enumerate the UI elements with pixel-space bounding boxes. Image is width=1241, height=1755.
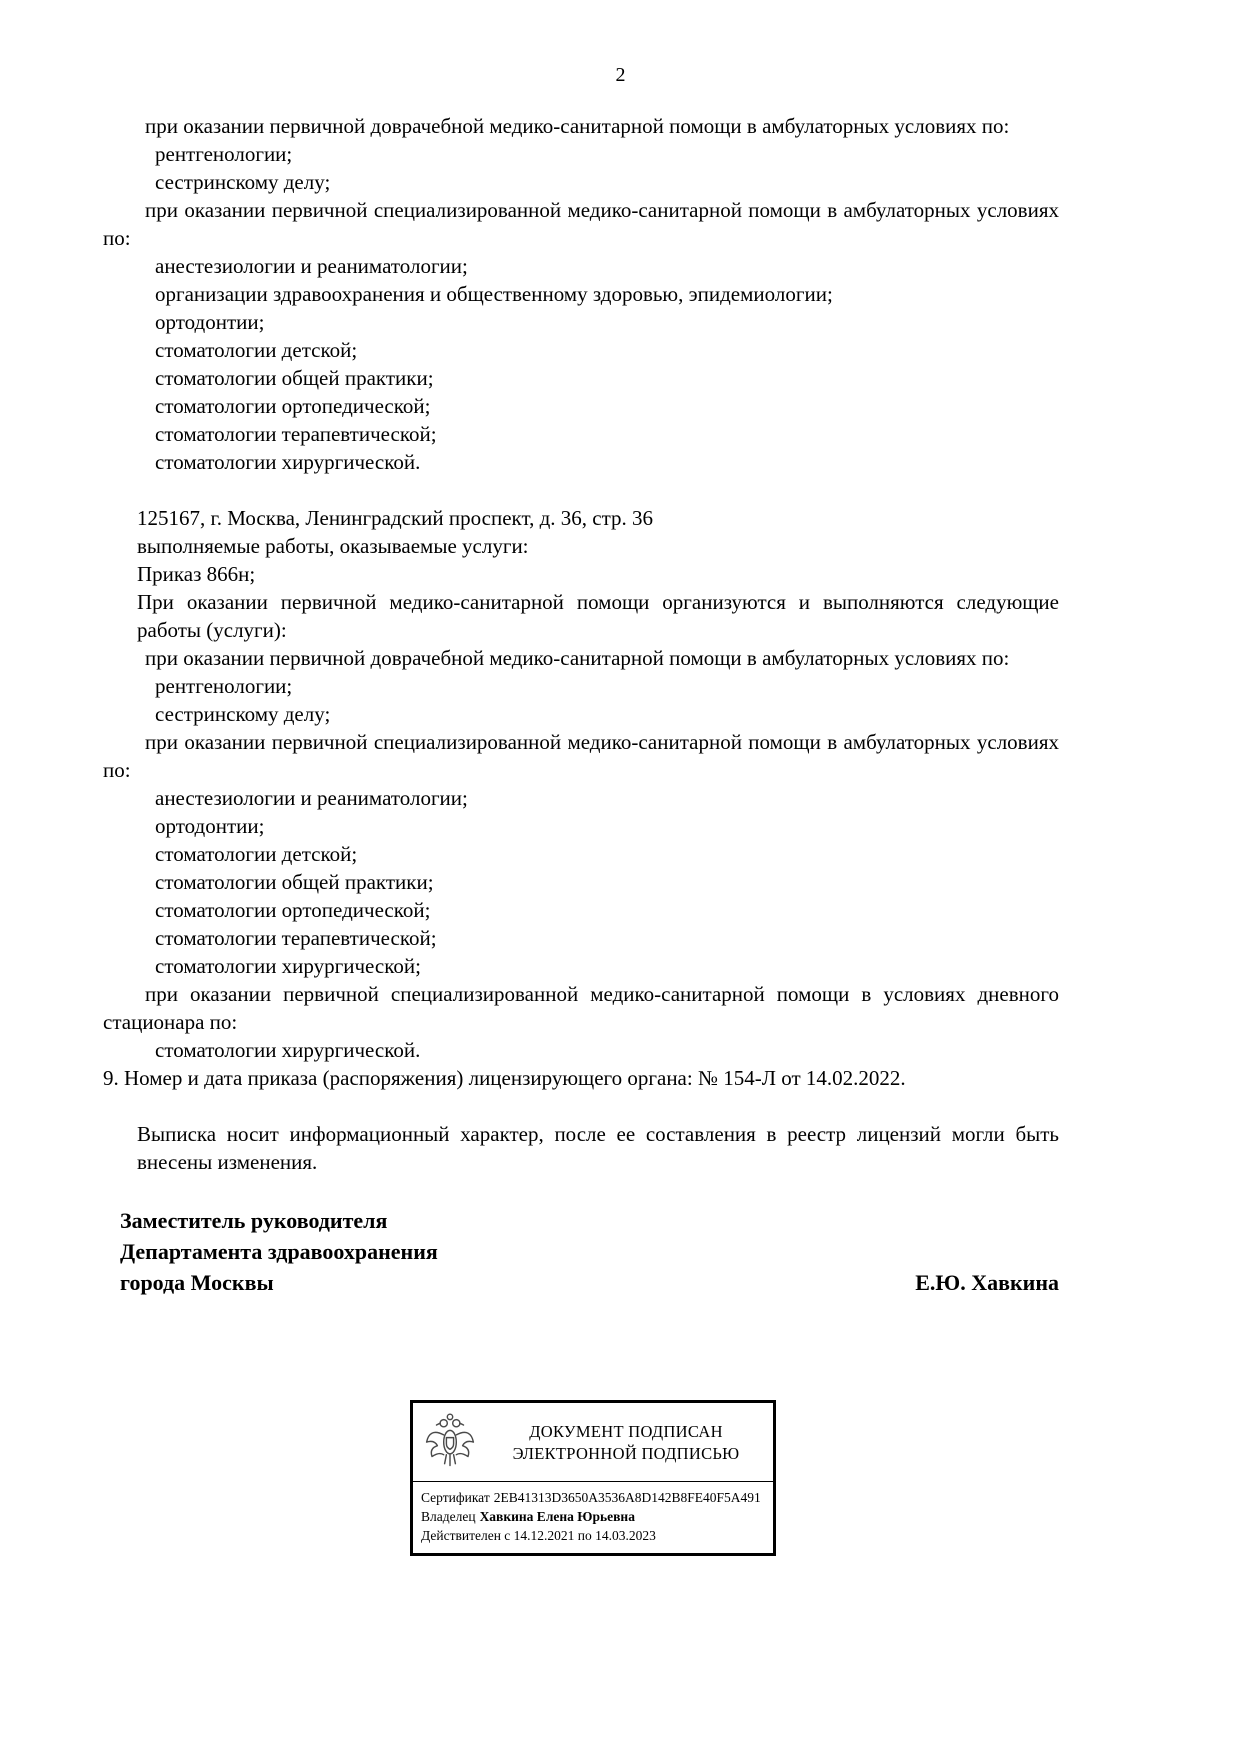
doc-line: при оказании первичной специализированной медико-санитарной помощи в условиях дневного стационара по: bbox=[103, 982, 1059, 1034]
doc-line: сестринскому делу; bbox=[155, 702, 331, 726]
stamp-details bbox=[413, 1481, 773, 1553]
signatory-title-line: Заместитель руководителя bbox=[120, 1208, 388, 1233]
doc-line: сестринскому делу; bbox=[155, 170, 331, 194]
doc-line: стоматологии детской; bbox=[155, 842, 358, 866]
signatory-title-line: города Москвы bbox=[120, 1270, 274, 1295]
doc-line: при оказании первичной доврачебной медико-санитарной помощи в амбулаторных условиях по: bbox=[145, 114, 1010, 138]
doc-line: рентгенологии; bbox=[155, 142, 293, 166]
doc-line: стоматологии терапевтической; bbox=[155, 422, 437, 446]
doc-line: Выписка носит информационный характер, после ее составления в реестр лицензий могли быть внесены изменения. bbox=[137, 1122, 1059, 1174]
stamp-title-line2: ЭЛЕКТРОННОЙ ПОДПИСЬЮ bbox=[512, 1444, 740, 1463]
blank-line bbox=[103, 1092, 1059, 1120]
doc-line: стоматологии общей практики; bbox=[155, 870, 434, 894]
doc-line: стоматологии общей практики; bbox=[155, 366, 434, 390]
doc-line: ортодонтии; bbox=[155, 310, 265, 334]
doc-line: рентгенологии; bbox=[155, 674, 293, 698]
page-number: 2 bbox=[615, 64, 626, 86]
owner-row bbox=[421, 1507, 765, 1526]
stamp-header bbox=[413, 1403, 773, 1481]
doc-line: анестезиологии и реаниматологии; bbox=[155, 786, 468, 810]
electronic-signature-stamp bbox=[410, 1400, 776, 1556]
document-body bbox=[103, 112, 1059, 1176]
stamp-title bbox=[489, 1421, 763, 1465]
validity-text: Действителен с 14.12.2021 по 14.03.2023 bbox=[421, 1528, 656, 1543]
doc-line: стоматологии хирургической; bbox=[155, 954, 421, 978]
signatory-name: Е.Ю. Хавкина bbox=[915, 1270, 1059, 1295]
doc-line: ортодонтии; bbox=[155, 814, 265, 838]
doc-line: при оказании первичной специализированной медико-санитарной помощи в амбулаторных условиях по: bbox=[103, 198, 1059, 250]
stamp-title-line1: ДОКУМЕНТ ПОДПИСАН bbox=[529, 1422, 723, 1441]
doc-line: анестезиологии и реаниматологии; bbox=[155, 254, 468, 278]
doc-line: выполняемые работы, оказываемые услуги: bbox=[137, 534, 529, 558]
signature-block bbox=[120, 1205, 1059, 1298]
doc-line: стоматологии детской; bbox=[155, 338, 358, 362]
blank-line bbox=[103, 476, 1059, 504]
doc-line: стоматологии хирургической. bbox=[155, 450, 421, 474]
doc-line: При оказании первичной медико-санитарной помощи организуются и выполняются следующие работы (услуги): bbox=[137, 590, 1059, 642]
doc-line: организации здравоохранения и общественному здоровью, эпидемиологии; bbox=[155, 282, 833, 306]
doc-line: 9. Номер и дата приказа (распоряжения) лицензирующего органа: № 154-Л от 14.02.2022. bbox=[103, 1066, 906, 1090]
owner-label: Владелец bbox=[421, 1509, 476, 1524]
certificate-value: 2EB41313D3650A3536A8D142B8FE40F5A491 bbox=[493, 1490, 761, 1505]
doc-line: при оказании первичной специализированной медико-санитарной помощи в амбулаторных условиях по: bbox=[103, 730, 1059, 782]
doc-line: стоматологии хирургической. bbox=[155, 1038, 421, 1062]
doc-line: стоматологии ортопедической; bbox=[155, 898, 431, 922]
validity-row bbox=[421, 1526, 765, 1545]
doc-line: Приказ 866н; bbox=[137, 562, 256, 586]
owner-name: Хавкина Елена Юрьевна bbox=[479, 1509, 635, 1524]
doc-line: стоматологии ортопедической; bbox=[155, 394, 431, 418]
certificate-label: Сертификат bbox=[421, 1490, 490, 1505]
coat-of-arms-icon bbox=[423, 1411, 477, 1475]
signatory-title-line: Департамента здравоохранения bbox=[120, 1239, 438, 1264]
doc-line: стоматологии терапевтической; bbox=[155, 926, 437, 950]
certificate-row bbox=[421, 1488, 765, 1507]
doc-line: при оказании первичной доврачебной медико-санитарной помощи в амбулаторных условиях по: bbox=[145, 646, 1010, 670]
doc-line: 125167, г. Москва, Ленинградский проспект, д. 36, стр. 36 bbox=[137, 506, 654, 530]
